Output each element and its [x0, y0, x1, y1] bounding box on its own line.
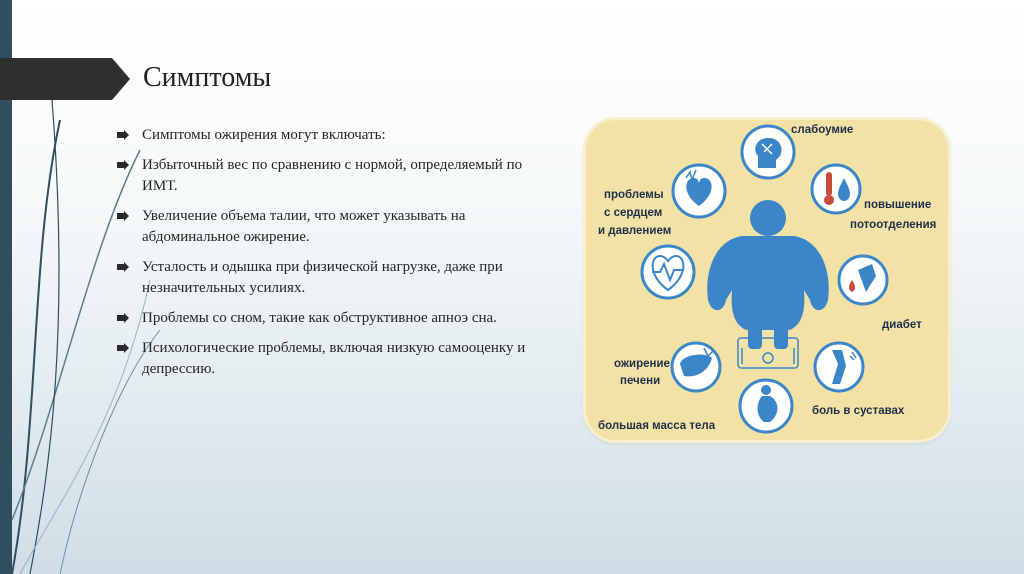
label-diabetes: диабет: [882, 319, 922, 331]
label-joint-pain: боль в суставах: [812, 405, 905, 417]
obesity-symptoms-infographic: [586, 120, 948, 440]
thermometer-drop-icon: [812, 165, 860, 213]
bullet-text: Усталость и одышка при физической нагрузке, даже при незначительных усилиях.: [142, 259, 503, 296]
heart-icon: [673, 165, 725, 217]
arrow-bullet-icon: [117, 262, 129, 272]
label-dementia: слабоумие: [791, 124, 854, 136]
arrow-bullet-icon: [117, 343, 129, 353]
heartbeat-icon: [642, 246, 694, 298]
label-body-mass: большая масса тела: [598, 420, 716, 432]
scale-icon: [738, 338, 798, 368]
label-heart-line-3: и давлением: [598, 225, 672, 237]
bullet-text: Психологические проблемы, включая низкую самооценку и депрессию.: [142, 340, 526, 377]
label-sweat-line-2: потоотделения: [850, 219, 937, 231]
list-item: [117, 257, 557, 299]
glucose-test-icon: [839, 256, 887, 304]
label-sweat-line-1: повышение: [864, 199, 932, 211]
list-item: [117, 155, 557, 197]
label-heart-line-1: проблемы: [604, 189, 664, 201]
list-item: [117, 206, 557, 248]
bullet-text: Избыточный вес по сравнению с нормой, определяемый по ИМТ.: [142, 157, 523, 194]
obese-person-figure: [707, 200, 829, 349]
list-item: [117, 125, 557, 146]
bullet-list: [117, 125, 557, 389]
liver-icon: [672, 343, 720, 391]
bullet-text: Проблемы со сном, такие как обструктивное апноэ сна.: [142, 310, 497, 326]
page-title: Симптомы: [143, 62, 272, 93]
arrow-bullet-icon: [117, 313, 129, 323]
arrow-bullet-icon: [117, 160, 129, 170]
label-liver-line-2: печени: [620, 375, 661, 387]
arrow-bullet-icon: [117, 130, 129, 140]
joint-icon: [815, 343, 863, 391]
bullet-text: Симптомы ожирения могут включать:: [142, 127, 386, 143]
title-tab-shape: [0, 58, 130, 100]
label-liver-line-1: ожирение: [614, 358, 670, 370]
label-heart-line-2: с сердцем: [604, 207, 663, 219]
brain-icon: [742, 126, 794, 178]
list-item: [117, 308, 557, 329]
bullet-text: Увеличение объема талии, что может указывать на абдоминальное ожирение.: [142, 208, 466, 245]
arrow-bullet-icon: [117, 211, 129, 221]
pregnant-body-icon: [740, 380, 792, 432]
list-item: [117, 338, 557, 380]
